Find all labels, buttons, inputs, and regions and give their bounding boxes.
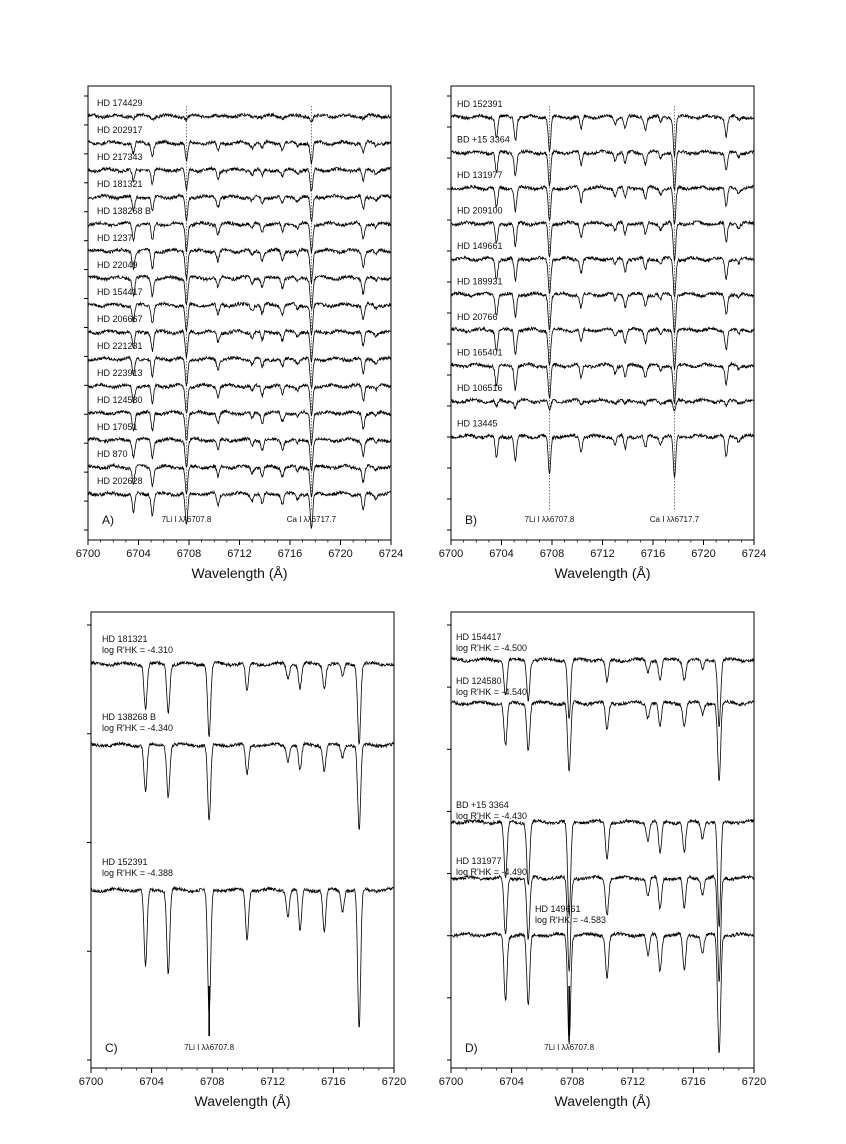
panel-c-chart — [79, 612, 406, 1109]
x-tick-label: 6716 — [640, 548, 666, 560]
spectrum-line — [91, 742, 394, 829]
log-rhk-label: log R'HK = -4.388 — [102, 868, 174, 878]
spectrum-line — [451, 875, 754, 981]
x-tick-label: 6700 — [78, 1076, 104, 1088]
log-rhk-label: log R'HK = -4.340 — [102, 723, 174, 733]
series-name-label: HD 181321 — [97, 179, 143, 189]
x-tick-label: 6716 — [321, 1076, 346, 1088]
series-name-label: HD 138268 B — [102, 712, 157, 722]
panel-label: A) — [102, 513, 114, 527]
line-annotation: 7Li I λλ6707.8 — [524, 515, 575, 524]
series-name-label: HD 870 — [97, 449, 128, 459]
series-name-label: HD 202628 — [97, 476, 143, 486]
line-annotation: 7Li I λλ6707.8 — [161, 515, 212, 524]
x-tick-label: 6716 — [277, 548, 303, 560]
series-name-label: HD 1237 — [97, 233, 133, 243]
x-tick-label: 6704 — [139, 1076, 164, 1088]
log-rhk-label: log R'HK = -4.540 — [456, 687, 528, 697]
series-name-label: HD 149661 — [457, 241, 503, 251]
series-name-label: HD 202917 — [97, 125, 143, 135]
series-name-label: HD 152391 — [457, 99, 503, 109]
x-tick-label: 6720 — [328, 548, 353, 560]
log-rhk-label: log R'HK = -4.583 — [535, 915, 607, 925]
x-tick-label: 6708 — [176, 548, 202, 560]
x-axis-label: Wavelength (Å) — [554, 1093, 651, 1109]
series-name-label: BD +15 3364 — [456, 800, 509, 810]
x-tick-label: 6712 — [227, 548, 252, 560]
series-name-label: HD 154417 — [456, 632, 502, 642]
series-name-label: HD 17051 — [97, 422, 138, 432]
series-name-label: HD 181321 — [102, 634, 148, 644]
series-name-label: HD 106516 — [457, 383, 503, 393]
series-name-label: HD 124580 — [456, 676, 502, 686]
x-tick-label: 6708 — [539, 548, 565, 560]
panel-label: B) — [465, 513, 477, 527]
x-tick-label: 6720 — [691, 548, 716, 560]
series-name-label: HD 221231 — [97, 341, 143, 351]
x-axis-label: Wavelength (Å) — [191, 565, 288, 581]
series-name-label: HD 154417 — [97, 287, 143, 297]
series-name-label: HD 131977 — [457, 170, 503, 180]
log-rhk-label: log R'HK = -4.500 — [456, 643, 528, 653]
x-tick-label: 6704 — [126, 548, 151, 560]
x-tick-label: 6720 — [381, 1076, 407, 1088]
x-axis-label: Wavelength (Å) — [554, 565, 651, 581]
x-tick-label: 6708 — [559, 1076, 585, 1088]
spectrum-line — [91, 887, 394, 1027]
line-annotation: Ca I λλ6717.7 — [649, 515, 700, 524]
series-name-label: HD 124580 — [97, 395, 143, 405]
series-name-label: BD +15 3364 — [457, 134, 510, 145]
panel-a-chart — [76, 86, 403, 581]
spectrum-line — [88, 221, 391, 253]
series-name-label: HD 13445 — [457, 418, 498, 429]
spectrum-line — [451, 398, 754, 411]
x-axis-label: Wavelength (Å) — [194, 1093, 291, 1109]
log-rhk-label: log R'HK = -4.490 — [456, 867, 528, 877]
x-tick-label: 6712 — [260, 1076, 286, 1088]
x-tick-label: 6712 — [620, 1076, 646, 1088]
series-name-label: HD 174429 — [97, 98, 143, 108]
log-rhk-label: log R'HK = -4.310 — [102, 645, 174, 655]
series-name-label: HD 138268 B — [97, 206, 152, 216]
x-tick-label: 6704 — [489, 548, 514, 560]
x-tick-label: 6720 — [741, 1076, 767, 1088]
series-name-label: HD 20766 — [457, 312, 498, 322]
series-name-label: HD 209100 — [457, 205, 503, 216]
line-annotation: Ca I λλ6717.7 — [286, 515, 337, 524]
series-name-label: HD 217343 — [97, 152, 143, 162]
series-name-label: HD 189931 — [457, 276, 503, 287]
spectrum-line — [451, 700, 754, 780]
series-name-label: HD 223913 — [97, 368, 143, 378]
plot-frame — [91, 612, 394, 1068]
x-tick-label: 6716 — [681, 1076, 706, 1088]
x-tick-label: 6700 — [438, 1076, 464, 1088]
series-name-label: HD 152391 — [102, 857, 148, 867]
panel-label: C) — [105, 1041, 118, 1055]
x-tick-label: 6724 — [741, 548, 767, 560]
line-annotation: 7Li I λλ6707.8 — [184, 1043, 235, 1052]
spectrum-line — [451, 932, 754, 1053]
x-tick-label: 6704 — [499, 1076, 524, 1088]
panel-d-chart — [439, 612, 766, 1109]
x-tick-label: 6724 — [378, 548, 404, 560]
log-rhk-label: log R'HK = -4.430 — [456, 811, 528, 821]
x-tick-label: 6708 — [199, 1076, 225, 1088]
series-name-label: HD 22049 — [97, 260, 138, 270]
spectrum-line — [88, 491, 391, 528]
panel-label: D) — [465, 1041, 478, 1055]
spectrum-line — [88, 113, 391, 122]
series-name-label: HD 149661 — [535, 904, 581, 914]
x-tick-label: 6700 — [75, 548, 101, 560]
panel-b-chart — [439, 86, 766, 581]
line-annotation: 7Li I λλ6707.8 — [544, 1043, 595, 1052]
x-tick-label: 6700 — [438, 548, 464, 560]
spectrum-line — [451, 434, 754, 478]
x-tick-label: 6712 — [590, 548, 615, 560]
series-name-label: HD 206667 — [97, 314, 143, 324]
series-name-label: HD 131977 — [456, 856, 502, 866]
series-name-label: HD 165401 — [457, 347, 503, 358]
